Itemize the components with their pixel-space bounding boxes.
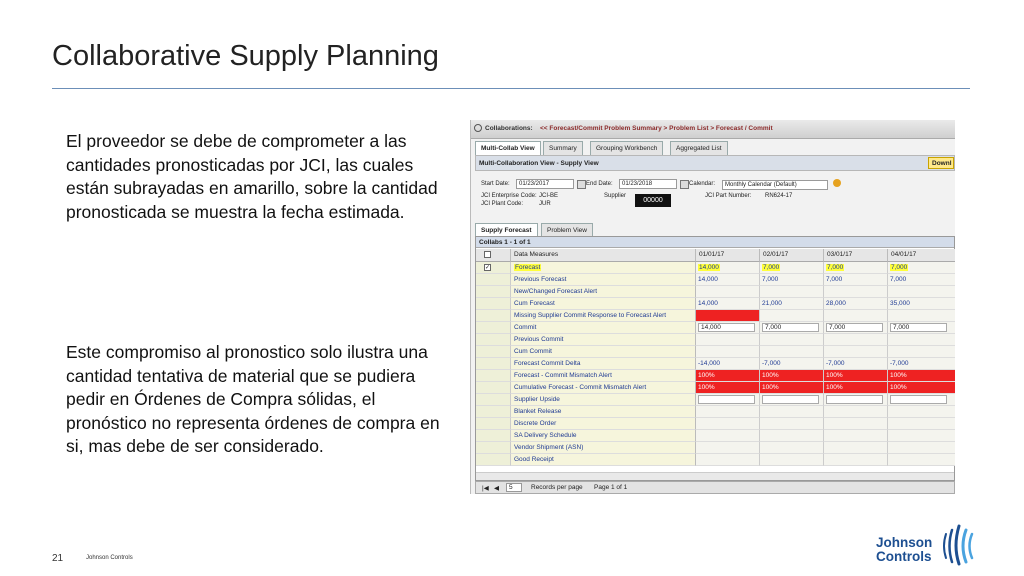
grid-cell [696,286,760,298]
view-title-bar [475,155,955,171]
grid-cell [760,442,824,454]
grid-cell [888,286,955,298]
grid-cell: 100% [824,370,888,382]
commit-input[interactable] [826,395,883,404]
records-per-page-label: Records per page [531,484,583,491]
supply-view-screenshot [470,120,955,494]
grid-cell [888,394,955,406]
measure-label: Forecast Commit Delta [511,358,696,370]
title-divider [52,88,970,89]
grid-cell: 28,000 [824,298,888,310]
forecast-value: 14,000 [699,264,719,271]
grid-cell [696,406,760,418]
commit-input[interactable] [698,395,755,404]
grid-cell [760,454,824,466]
collaboration-icon [474,124,482,132]
grid-cell: 100% [760,382,824,394]
grid-cell [760,430,824,442]
table-row [476,274,955,286]
pager [475,481,955,494]
grid-cell [760,406,824,418]
table-row [476,262,955,274]
refresh-icon[interactable] [833,179,841,187]
grid-cell [760,322,824,334]
grid-cell: 21,000 [760,298,824,310]
grid-cell: 100% [824,382,888,394]
forecast-value: 7,000 [827,264,844,271]
grid-cell [888,454,955,466]
measure-label: Cum Forecast [511,298,696,310]
measure-label [511,262,696,274]
paragraph-forecast-note: Este compromiso al pronostico solo ilustra una cantidad tentativa de material que se pudiera pedir en Órdenes de Compra sólidas, el pronóstico no representa órdenes de compra en si, mas debe de ser considerado. [66,342,440,456]
measure-label: Previous Commit [511,334,696,346]
supply-grid [475,236,955,481]
select-all-header [476,249,511,262]
grid-cell [760,394,824,406]
calendar-label: Calendar: [689,181,716,187]
prev-page-icon[interactable]: ◀ [494,485,499,492]
table-row [476,298,955,310]
measure-label: Commit [511,322,696,334]
logo-wordmark [876,536,932,564]
grid-cell: 7,000 [760,274,824,286]
first-page-icon[interactable]: |◀ [482,485,489,492]
grid-cell [760,418,824,430]
supplier-label: Supplier [604,193,627,199]
measures-header [511,249,696,262]
part-number-value: RN624-17 [765,193,793,199]
measure-label: Previous Forecast [511,274,696,286]
date-header: 03/01/17 [824,249,888,262]
grid-cell [760,346,824,358]
grid-cell [888,430,955,442]
grid-cell [824,262,888,274]
row-select-cell [476,334,511,346]
page-size-select[interactable]: 5 [506,483,522,492]
grid-cell: -14,000 [696,358,760,370]
end-calendar-icon[interactable] [680,180,689,189]
table-row [476,346,955,358]
date-header: 04/01/17 [888,249,955,262]
measure-label: Discrete Order [511,418,696,430]
measure-label: New/Changed Forecast Alert [511,286,696,298]
row-select-cell [476,310,511,322]
grid-cell [760,310,824,322]
grid-cell [824,418,888,430]
table-row [476,286,955,298]
grid-cell: 7,000 [888,274,955,286]
grid-cell [696,322,760,334]
table-row [476,310,955,322]
row-select-cell [476,430,511,442]
table-row [476,454,955,466]
grid-cell [824,430,888,442]
row-select-cell [476,346,511,358]
logo-line-1: Johnson [876,535,933,550]
grid-cell [824,442,888,454]
row-select-cell [476,382,511,394]
grid-cell [888,406,955,418]
grid-cell: 100% [888,382,955,394]
grid-cell: 100% [696,382,760,394]
date-header: 01/01/17 [696,249,760,262]
logo-line-2: Controls [876,549,932,564]
measure-label: Forecast - Commit Mismatch Alert [511,370,696,382]
start-calendar-icon[interactable] [577,180,586,189]
forecast-value: 7,000 [891,264,908,271]
tab-supply-forecast[interactable]: Supply Forecast [475,223,538,237]
table-row [476,358,955,370]
grid-cell [888,334,955,346]
grid-cell [888,418,955,430]
grid-cell: 35,000 [888,298,955,310]
commit-input[interactable]: 14,000 [698,323,755,332]
horizontal-scrollbar[interactable] [476,472,954,480]
grid-cell [824,406,888,418]
grid-cell [696,310,760,322]
page-info: Page 1 of 1 [594,484,628,491]
row-select-cell [476,358,511,370]
measure-label: Good Receipt [511,454,696,466]
grid-cell: -7,000 [760,358,824,370]
grid-cell: 100% [760,370,824,382]
grid-cell: -7,000 [824,358,888,370]
grid-cell [824,310,888,322]
table-row [476,430,955,442]
table-row [476,370,955,382]
table-row [476,394,955,406]
forecast-value: 7,000 [763,264,780,271]
table-row [476,322,955,334]
start-date-label: Start Date: [481,181,510,187]
breadcrumb [471,120,955,139]
commit-input[interactable]: 7,000 [762,323,819,332]
grid-cell [696,262,760,274]
table-row [476,406,955,418]
row-select-cell [476,406,511,418]
row-select-cell [476,442,511,454]
grid-cell: 100% [888,370,955,382]
enterprise-code-value: JCI-BE [539,193,559,199]
logo-mark-icon [940,522,974,566]
measure-label: Vendor Shipment (ASN) [511,442,696,454]
download-button[interactable]: Downl [928,157,954,169]
commit-input[interactable] [762,395,819,404]
grid-cell [824,286,888,298]
grid-cell [760,286,824,298]
grid-cell: 7,000 [824,274,888,286]
grid-cell [824,334,888,346]
grid-cell: 14,000 [696,298,760,310]
grid-cell [824,322,888,334]
measure-label: Cum Commit [511,346,696,358]
breadcrumb-path[interactable]: << Forecast/Commit Problem Summary > Problem List > Forecast / Commit [540,125,773,132]
commit-input[interactable]: 7,000 [826,323,883,332]
commit-input[interactable]: 7,000 [890,323,947,332]
end-date-label: End Date: [586,181,613,187]
measures-header-label: Data Measures [514,251,559,258]
plant-code-value: JUR [539,201,551,207]
row-select-cell [476,262,511,274]
grid-cell: 100% [696,370,760,382]
measure-label: SA Delivery Schedule [511,430,696,442]
measure-label: Missing Supplier Commit Response to Forecast Alert [511,310,696,322]
row-select-cell [476,274,511,286]
johnson-controls-logo [876,522,974,570]
footer-company: Johnson Controls [86,555,133,561]
table-row [476,418,955,430]
paragraph-supplier-commit: El proveedor se debe de comprometer a las cantidades pronosticadas por JCI, las cuales están subrayadas en amarillo, sobre la cantidad pronosticada se muestra la fecha estimada. [66,131,438,222]
grid-cell: 14,000 [696,274,760,286]
row-select-cell [476,454,511,466]
grid-cell: -7,000 [888,358,955,370]
measure-label: Cumulative Forecast - Commit Mismatch Alert [511,382,696,394]
grid-cell [696,454,760,466]
grid-cell [888,346,955,358]
row-select-cell [476,298,511,310]
row-select-cell [476,286,511,298]
part-number-label: JCI Part Number: [705,193,752,199]
grid-cell [888,262,955,274]
grid-cell [696,334,760,346]
view-title: Multi-Collaboration View - Supply View [479,160,599,167]
start-date-input[interactable]: 01/23/2017 [516,179,574,189]
measure-label: Blanket Release [511,406,696,418]
date-header: 02/01/17 [760,249,824,262]
grid-cell [824,454,888,466]
slide-title: Collaborative Supply Planning [52,40,439,72]
grid-cell [824,394,888,406]
supplier-code-badge: 00000 [635,194,671,207]
commit-input[interactable] [890,395,947,404]
tab-aggregated-list[interactable]: Aggregated List [670,141,728,155]
row-select-cell [476,394,511,406]
page-number: 21 [52,553,64,564]
row-select-cell [476,418,511,430]
row-select-cell [476,322,511,334]
tab-multi-collab-view[interactable]: Multi-Collab View [475,141,541,155]
plant-code-label: JCI Plant Code: [481,201,524,207]
grid-cell [696,394,760,406]
grid-cell [824,346,888,358]
table-row [476,442,955,454]
end-date-input[interactable]: 01/23/2018 [619,179,677,189]
calendar-select[interactable]: Monthly Calendar (Default) [722,180,828,190]
grid-cell [696,346,760,358]
grid-cell [696,430,760,442]
tab-summary[interactable]: Summary [543,141,583,155]
row-checkbox[interactable]: ✓ [485,265,491,271]
collabs-count: Collabs 1 - 1 of 1 [476,237,954,248]
breadcrumb-label: Collaborations: [485,125,533,132]
grid-cell [696,418,760,430]
tab-problem-view[interactable]: Problem View [541,223,593,237]
grid-cell [760,334,824,346]
row-select-cell [476,370,511,382]
grid-cell [888,322,955,334]
table-row [476,334,955,346]
forecast-label: Forecast [515,264,541,271]
grid-cell [888,442,955,454]
table-row [476,382,955,394]
measure-label: Supplier Upside [511,394,696,406]
grid-cell [888,310,955,322]
grid-cell [760,262,824,274]
grid-cell [696,442,760,454]
tab-grouping-workbench[interactable]: Grouping Workbench [590,141,663,155]
select-all-checkbox[interactable] [484,251,491,258]
enterprise-code-label: JCI Enterprise Code: [481,193,537,199]
